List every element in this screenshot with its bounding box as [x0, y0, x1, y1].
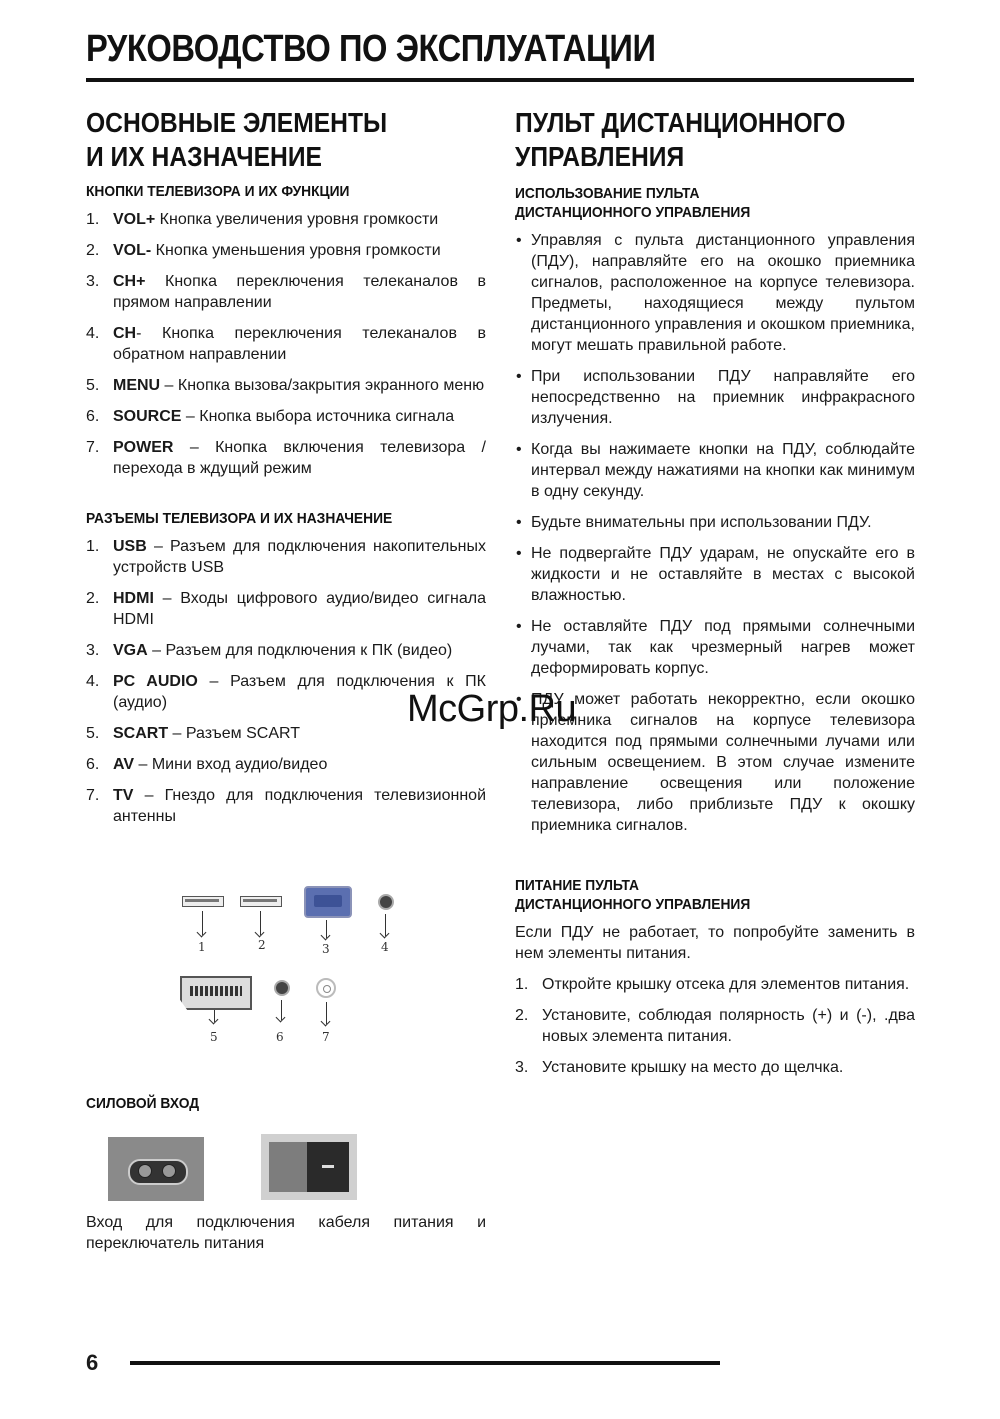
usage-heading-line1: ИСПОЛЬЗОВАНИЕ ПУЛЬТА	[515, 185, 700, 202]
power-socket-icon	[108, 1137, 204, 1201]
list-item: 2. VOL- Кнопка уменьшения уровня громкости	[86, 242, 441, 259]
buttons-heading: КНОПКИ ТЕЛЕВИЗОРА И ИХ ФУНКЦИИ	[86, 183, 350, 200]
port-label-6: 6	[276, 1030, 284, 1044]
list-item: • Не оставляйте ПДУ под прямыми солнечными лучами, так как чрезмерный нагрев может деформировать корпус.	[515, 616, 915, 679]
usage-list	[515, 230, 915, 836]
connectors-heading: РАЗЪЕМЫ ТЕЛЕВИЗОРА И ИХ НАЗНАЧЕНИЕ	[86, 510, 393, 527]
list-item: 7. TV – Гнездо для подключения телевизионной антенны	[86, 787, 486, 825]
list-item: 5. MENU – Кнопка вызова/закрытия экранного меню	[86, 377, 485, 394]
remote-heading-line1: ПУЛЬТ ДИСТАНЦИОННОГО	[515, 107, 846, 138]
list-item: • ПДУ может работать некорректно, если окошко приемника сигналов на корпусе телевизора находится под прямыми солнечными лучами или сильным освещением. В этом случае измените направление освещения или положение телевизора, либо приблизьте ПДУ к окошку приемника сигналов.	[515, 689, 915, 836]
list-item: 6. AV – Мини вход аудио/видео	[86, 756, 328, 773]
list-item: 2. Установите, соблюдая полярность (+) и (-), .два новых элемента питания.	[515, 1007, 915, 1045]
right-column	[515, 106, 915, 1088]
bottom-rule	[130, 1361, 720, 1365]
list-item: 2. HDMI – Входы цифрового аудио/видео сигнала HDMI	[86, 590, 486, 628]
port-label-3: 3	[322, 942, 330, 956]
main-elements-heading-line2: И ИХ НАЗНАЧЕНИЕ	[86, 141, 322, 172]
list-item: 3. VGA – Разъем для подключения к ПК (видео)	[86, 642, 453, 659]
battery-steps	[515, 974, 915, 1078]
ports-diagram	[170, 884, 410, 1054]
vga-port-icon	[304, 886, 352, 918]
page-title: РУКОВОДСТВО ПО ЭКСПЛУАТАЦИИ	[86, 28, 656, 70]
antenna-socket-icon	[316, 978, 336, 998]
battery-heading-line1: ПИТАНИЕ ПУЛЬТА	[515, 877, 639, 894]
port-label-2: 2	[258, 938, 266, 952]
battery-intro: Если ПДУ не работает, то попробуйте заменить в нем элементы питания.	[515, 924, 915, 962]
battery-heading-line2: ДИСТАНЦИОННОГО УПРАВЛЕНИЯ	[515, 896, 751, 913]
list-item: 1. VOL+ Кнопка увеличения уровня громкости	[86, 211, 439, 228]
list-item: 4. CH- Кнопка переключения телеканалов в обратном направлении	[86, 325, 486, 363]
port-label-7: 7	[322, 1030, 330, 1044]
power-switch-icon	[261, 1134, 357, 1200]
scart-port-icon	[180, 976, 252, 1010]
port-label-5: 5	[210, 1030, 218, 1044]
list-item: 1. USB – Разъем для подключения накопительных устройств USB	[86, 538, 486, 576]
list-item: • При использовании ПДУ направляйте его непосредственно на приемник инфракрасного излучения.	[515, 366, 915, 429]
arrow-icon	[385, 914, 386, 936]
list-item: • Управляя с пульта дистанционного управления (ПДУ), направляйте его на окошко приемника сигналов, расположенное на корпусе телевизора. Предметы, находящиеся между пультом дистанционного управления и окошком приемника, могут мешать правильной работе.	[515, 230, 915, 356]
arrow-icon	[260, 911, 261, 935]
arrow-icon	[281, 1000, 282, 1020]
arrow-icon	[326, 1002, 327, 1024]
list-item: 3. CH+ Кнопка переключения телеканалов в прямом направлении	[86, 273, 486, 311]
av-jack-icon	[274, 980, 290, 996]
usage-heading-line2: ДИСТАНЦИОННОГО УПРАВЛЕНИЯ	[515, 204, 751, 221]
list-item: 5. SCART – Разъем SCART	[86, 725, 301, 742]
port-label-1: 1	[198, 940, 206, 954]
arrow-icon	[202, 911, 203, 935]
connectors-list	[86, 536, 486, 827]
list-item: 3. Установите крышку на место до щелчка.	[515, 1059, 844, 1076]
buttons-list	[86, 209, 486, 479]
arrow-icon	[214, 1010, 215, 1022]
hdmi-port-icon	[240, 896, 282, 907]
list-item: 7. POWER – Кнопка включения телевизора / перехода в ждущий режим	[86, 439, 486, 477]
list-item: • Не подвергайте ПДУ ударам, не опускайте его в жидкости и не оставляйте в местах с высокой влажностью.	[515, 543, 915, 606]
power-input-heading: СИЛОВОЙ ВХОД	[86, 1095, 200, 1112]
list-item: 1. Откройте крышку отсека для элементов питания.	[515, 976, 910, 993]
arrow-icon	[326, 920, 327, 938]
list-item: • Будьте внимательны при использовании ПДУ.	[515, 512, 915, 533]
list-item: 4. PC AUDIO – Разъем для подключения к ПК (аудио)	[86, 673, 486, 711]
audio-jack-icon	[378, 894, 394, 910]
page-number: 6	[86, 1350, 99, 1375]
list-item: • Когда вы нажимаете кнопки на ПДУ, соблюдайте интервал между нажатиями на кнопки как минимум в одну секунду.	[515, 439, 915, 502]
remote-heading-line2: УПРАВЛЕНИЯ	[515, 141, 685, 172]
watermark: McGrp.Ru	[407, 688, 577, 730]
power-caption: Вход для подключения кабеля питания и переключатель питания	[86, 1214, 486, 1252]
main-elements-heading-line1: ОСНОВНЫЕ ЭЛЕМЕНТЫ	[86, 107, 388, 138]
list-item: 6. SOURCE – Кнопка выбора источника сигнала	[86, 408, 455, 425]
title-rule	[86, 78, 914, 82]
usb-port-icon	[182, 896, 224, 907]
port-label-4: 4	[381, 940, 389, 954]
